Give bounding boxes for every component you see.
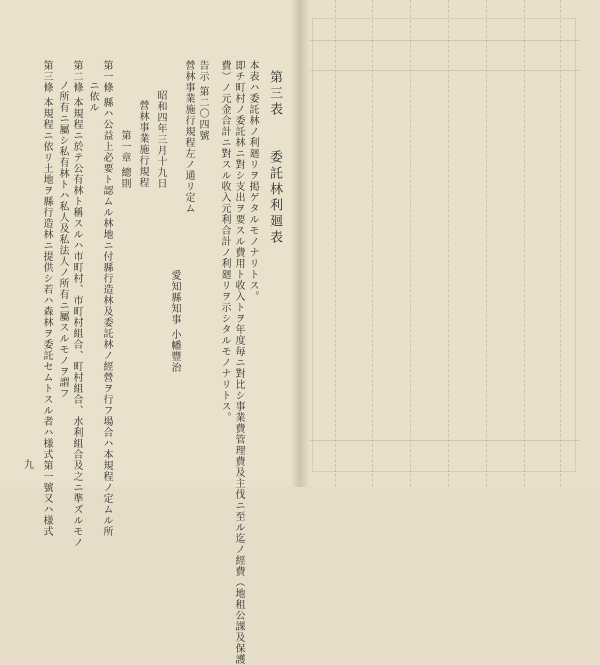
ledger-row-line <box>310 40 580 41</box>
article-line: 第一條 縣ハ公益上必要ト認ムル林地ニ付縣行造林及委託林ノ經營ヲ行フ場合ハ本規程ノ定ムル所 <box>101 60 112 538</box>
intro-line: 本表ハ委託林ノ利廻リヲ掲ゲタルモノナリトス。 <box>247 60 258 302</box>
regulation-title: 營林事業施行規程 <box>137 100 148 188</box>
ledger-column-line <box>560 0 561 487</box>
article-line: 第二條 本規程ニ於テ公有林ト稱スルハ市町村、市町村組合、町村組合、水利組合及之ニ準ズルモノ <box>71 60 82 549</box>
ledger-column-line <box>448 0 449 487</box>
notice-text: 營林事業施行規程左ノ通リ定ム <box>183 60 194 214</box>
book-gutter <box>290 0 310 487</box>
intro-line: 即チ町村ノ委託林ニ對シ支出ヲ要スル費用ト收入トヲ年度毎ニ對比シ事業費管理費及主伐ニ至ル迄ノ經費（地租公課及保護 <box>233 60 244 665</box>
chapter-title: 第一章 總則 <box>119 130 130 190</box>
intro-line: 費）ノ元金合計ニ對スル收入元利合計ノ利廻リヲ示シタルモノナリトス。 <box>219 60 230 423</box>
section-heading: 第三表 <box>267 70 282 118</box>
ledger-column-line <box>372 0 373 487</box>
ledger-table-frame <box>312 18 576 472</box>
article-line: ノ所有ニ屬シ私有林トハ私人及私法人ノ所有ニ屬スルモノヲ謂フ <box>57 80 68 399</box>
notice-number: 告示 第二〇四號 <box>197 60 208 142</box>
ledger-column-line <box>410 0 411 487</box>
ledger-column-line <box>486 0 487 487</box>
ledger-row-line <box>310 70 580 71</box>
issuer: 愛知縣知事 小幡豐治 <box>169 270 180 374</box>
ledger-column-line <box>335 0 336 487</box>
page-number: 九 <box>24 460 34 471</box>
table-title: 委託林利廻表 <box>267 150 282 246</box>
article-line: ニ依ル <box>87 80 98 113</box>
article-line: 第三條 本規程ニ依リ土地ヲ縣行造林ニ提供シ若ハ森林ヲ委託セムトスル者ハ様式第一號又ハ様式 <box>41 60 52 538</box>
date: 昭和四年三月十九日 <box>155 90 166 189</box>
ledger-row-line <box>310 440 580 441</box>
ledger-column-line <box>524 0 525 487</box>
